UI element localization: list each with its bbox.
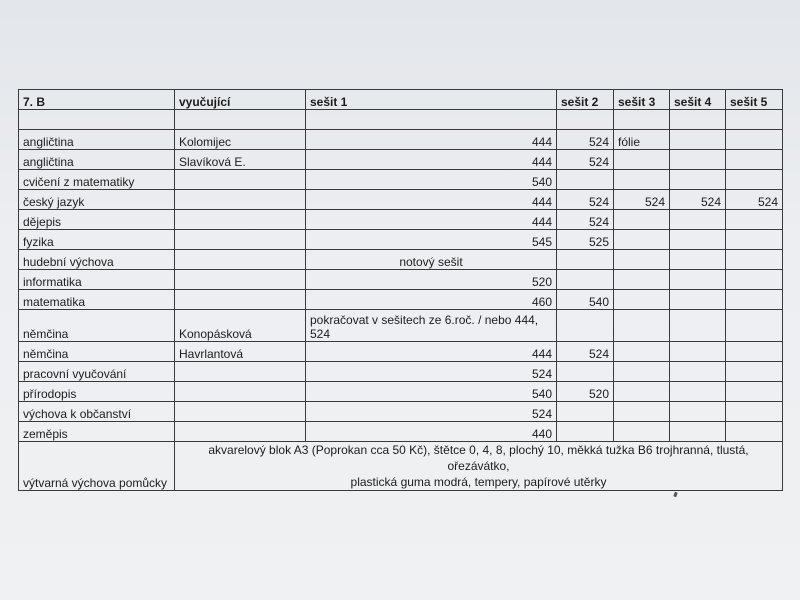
subject-cell: hudební výchova bbox=[19, 250, 175, 270]
notebook-1-cell: 444 bbox=[306, 342, 557, 362]
notebook-5-cell bbox=[726, 290, 783, 310]
notebook-1-cell: 540 bbox=[306, 170, 557, 190]
notebook-2-cell: 520 bbox=[557, 382, 614, 402]
subject-cell: matematika bbox=[19, 290, 175, 310]
notebook-3-cell: 524 bbox=[614, 190, 670, 210]
notebook-1-cell: 444 bbox=[306, 150, 557, 170]
table-row bbox=[19, 402, 783, 422]
art-supplies-line-1: akvarelový blok A3 (Poprokan cca 50 Kč), štětce 0, 4, 8, plochý 10, měkká tužka B6 trojhranná, tlustá, ořezávátko, bbox=[208, 443, 749, 473]
subject-cell: cvičení z matematiky bbox=[19, 170, 175, 190]
teacher-cell bbox=[175, 250, 306, 270]
table-row bbox=[19, 170, 783, 190]
teacher-cell bbox=[175, 422, 306, 442]
subject-cell: zeměpis bbox=[19, 422, 175, 442]
notebook-1-cell: 524 bbox=[306, 402, 557, 422]
notebook-2-cell: 524 bbox=[557, 150, 614, 170]
notebook-3-cell bbox=[614, 362, 670, 382]
teacher-cell: Kolomijec bbox=[175, 130, 306, 150]
header-notebook-2: sešit 2 bbox=[557, 90, 614, 110]
notebook-4-cell bbox=[670, 250, 726, 270]
notebook-2-cell: 540 bbox=[557, 290, 614, 310]
notebook-4-cell bbox=[670, 290, 726, 310]
notebook-4-cell bbox=[670, 310, 726, 342]
header-notebook-3: sešit 3 bbox=[614, 90, 670, 110]
notebook-3-cell bbox=[614, 170, 670, 190]
notebook-1-cell: 540 bbox=[306, 382, 557, 402]
notebook-5-cell bbox=[726, 230, 783, 250]
teacher-cell bbox=[175, 362, 306, 382]
notebook-1-cell: 524 bbox=[306, 362, 557, 382]
notebook-2-cell bbox=[557, 402, 614, 422]
notebook-5-cell bbox=[726, 402, 783, 422]
table-row bbox=[19, 382, 783, 402]
subject-cell: angličtina bbox=[19, 150, 175, 170]
notebook-1-cell: 444 bbox=[306, 190, 557, 210]
notebook-3-cell bbox=[614, 250, 670, 270]
empty-row bbox=[19, 110, 783, 130]
subject-cell: výchova k občanství bbox=[19, 402, 175, 422]
notebook-2-cell: 525 bbox=[557, 230, 614, 250]
notebook-1-cell: 444 bbox=[306, 130, 557, 150]
table-row bbox=[19, 190, 783, 210]
pen-mark bbox=[673, 492, 678, 498]
notebook-5-cell bbox=[726, 250, 783, 270]
notebook-1-cell: 520 bbox=[306, 270, 557, 290]
notebook-2-cell: 524 bbox=[557, 190, 614, 210]
subject-cell: angličtina bbox=[19, 130, 175, 150]
notebook-3-cell bbox=[614, 290, 670, 310]
notebook-5-cell bbox=[726, 210, 783, 230]
notebook-4-cell bbox=[670, 362, 726, 382]
table-row bbox=[19, 230, 783, 250]
subject-cell: němčina bbox=[19, 310, 175, 342]
notebook-2-cell bbox=[557, 250, 614, 270]
notebook-5-cell bbox=[726, 170, 783, 190]
notebook-5-cell bbox=[726, 270, 783, 290]
notebook-1-cell: 444 bbox=[306, 210, 557, 230]
teacher-cell: Konopásková bbox=[175, 310, 306, 342]
subject-cell: přírodopis bbox=[19, 382, 175, 402]
teacher-cell bbox=[175, 290, 306, 310]
notebook-3-cell bbox=[614, 382, 670, 402]
subject-cell: český jazyk bbox=[19, 190, 175, 210]
notebook-3-cell: fólie bbox=[614, 130, 670, 150]
notebook-3-cell bbox=[614, 422, 670, 442]
notebook-3-cell bbox=[614, 270, 670, 290]
subject-cell: dějepis bbox=[19, 210, 175, 230]
notebook-4-cell bbox=[670, 230, 726, 250]
art-supplies-note bbox=[175, 442, 783, 491]
notebook-5-cell bbox=[726, 362, 783, 382]
teacher-cell bbox=[175, 382, 306, 402]
notebook-5-cell bbox=[726, 150, 783, 170]
table-row bbox=[19, 250, 783, 270]
notebook-4-cell bbox=[670, 210, 726, 230]
notebook-5-cell bbox=[726, 342, 783, 362]
notebook-5-cell bbox=[726, 382, 783, 402]
table-row bbox=[19, 422, 783, 442]
notebook-4-cell bbox=[670, 170, 726, 190]
notebook-5-cell bbox=[726, 310, 783, 342]
notebook-5-cell bbox=[726, 422, 783, 442]
notebook-2-cell bbox=[557, 422, 614, 442]
table-row bbox=[19, 342, 783, 362]
notebook-5-cell: 524 bbox=[726, 190, 783, 210]
subject-cell: pracovní vyučování bbox=[19, 362, 175, 382]
notebook-4-cell bbox=[670, 150, 726, 170]
notebook-4-cell bbox=[670, 422, 726, 442]
notebook-4-cell bbox=[670, 402, 726, 422]
table-row bbox=[19, 310, 783, 342]
notebook-3-cell bbox=[614, 150, 670, 170]
notebook-1-cell: 460 bbox=[306, 290, 557, 310]
header-teacher: vyučující bbox=[175, 90, 306, 110]
notebook-4-cell: 524 bbox=[670, 190, 726, 210]
notebook-3-cell bbox=[614, 210, 670, 230]
table-row bbox=[19, 210, 783, 230]
notebook-2-cell bbox=[557, 310, 614, 342]
supplies-table bbox=[18, 89, 783, 491]
header-notebook-4: sešit 4 bbox=[670, 90, 726, 110]
notebook-2-cell bbox=[557, 170, 614, 190]
teacher-cell bbox=[175, 402, 306, 422]
subject-cell: výtvarná výchova pomůcky bbox=[19, 442, 175, 491]
notebook-4-cell bbox=[670, 130, 726, 150]
header-row bbox=[19, 90, 783, 110]
notebook-1-cell: 440 bbox=[306, 422, 557, 442]
teacher-cell: Havrlantová bbox=[175, 342, 306, 362]
table-row bbox=[19, 362, 783, 382]
notebook-1-cell: pokračovat v sešitech ze 6.roč. / nebo 444, 524 bbox=[306, 310, 557, 342]
art-supplies-row bbox=[19, 442, 783, 491]
notebook-3-cell bbox=[614, 310, 670, 342]
notebook-4-cell bbox=[670, 382, 726, 402]
teacher-cell bbox=[175, 170, 306, 190]
notebook-3-cell bbox=[614, 342, 670, 362]
teacher-cell bbox=[175, 210, 306, 230]
notebook-4-cell bbox=[670, 270, 726, 290]
notebook-2-cell bbox=[557, 362, 614, 382]
subject-cell: informatika bbox=[19, 270, 175, 290]
table-row bbox=[19, 270, 783, 290]
table-row bbox=[19, 290, 783, 310]
teacher-cell: Slavíková E. bbox=[175, 150, 306, 170]
teacher-cell bbox=[175, 230, 306, 250]
table-row bbox=[19, 130, 783, 150]
notebook-2-cell bbox=[557, 270, 614, 290]
subject-cell: němčina bbox=[19, 342, 175, 362]
header-class: 7. B bbox=[19, 90, 175, 110]
notebook-2-cell: 524 bbox=[557, 210, 614, 230]
subject-cell: fyzika bbox=[19, 230, 175, 250]
header-notebook-5: sešit 5 bbox=[726, 90, 783, 110]
notebook-2-cell: 524 bbox=[557, 342, 614, 362]
notebook-1-cell: 545 bbox=[306, 230, 557, 250]
notebook-3-cell bbox=[614, 230, 670, 250]
table-row bbox=[19, 150, 783, 170]
notebook-3-cell bbox=[614, 402, 670, 422]
notebook-1-cell: notový sešit bbox=[306, 250, 557, 270]
art-supplies-line-2: plastická guma modrá, tempery, papírové utěrky bbox=[350, 475, 607, 489]
teacher-cell bbox=[175, 270, 306, 290]
notebook-4-cell bbox=[670, 342, 726, 362]
notebook-5-cell bbox=[726, 130, 783, 150]
notebook-2-cell: 524 bbox=[557, 130, 614, 150]
teacher-cell bbox=[175, 190, 306, 210]
header-notebook-1: sešit 1 bbox=[306, 90, 557, 110]
